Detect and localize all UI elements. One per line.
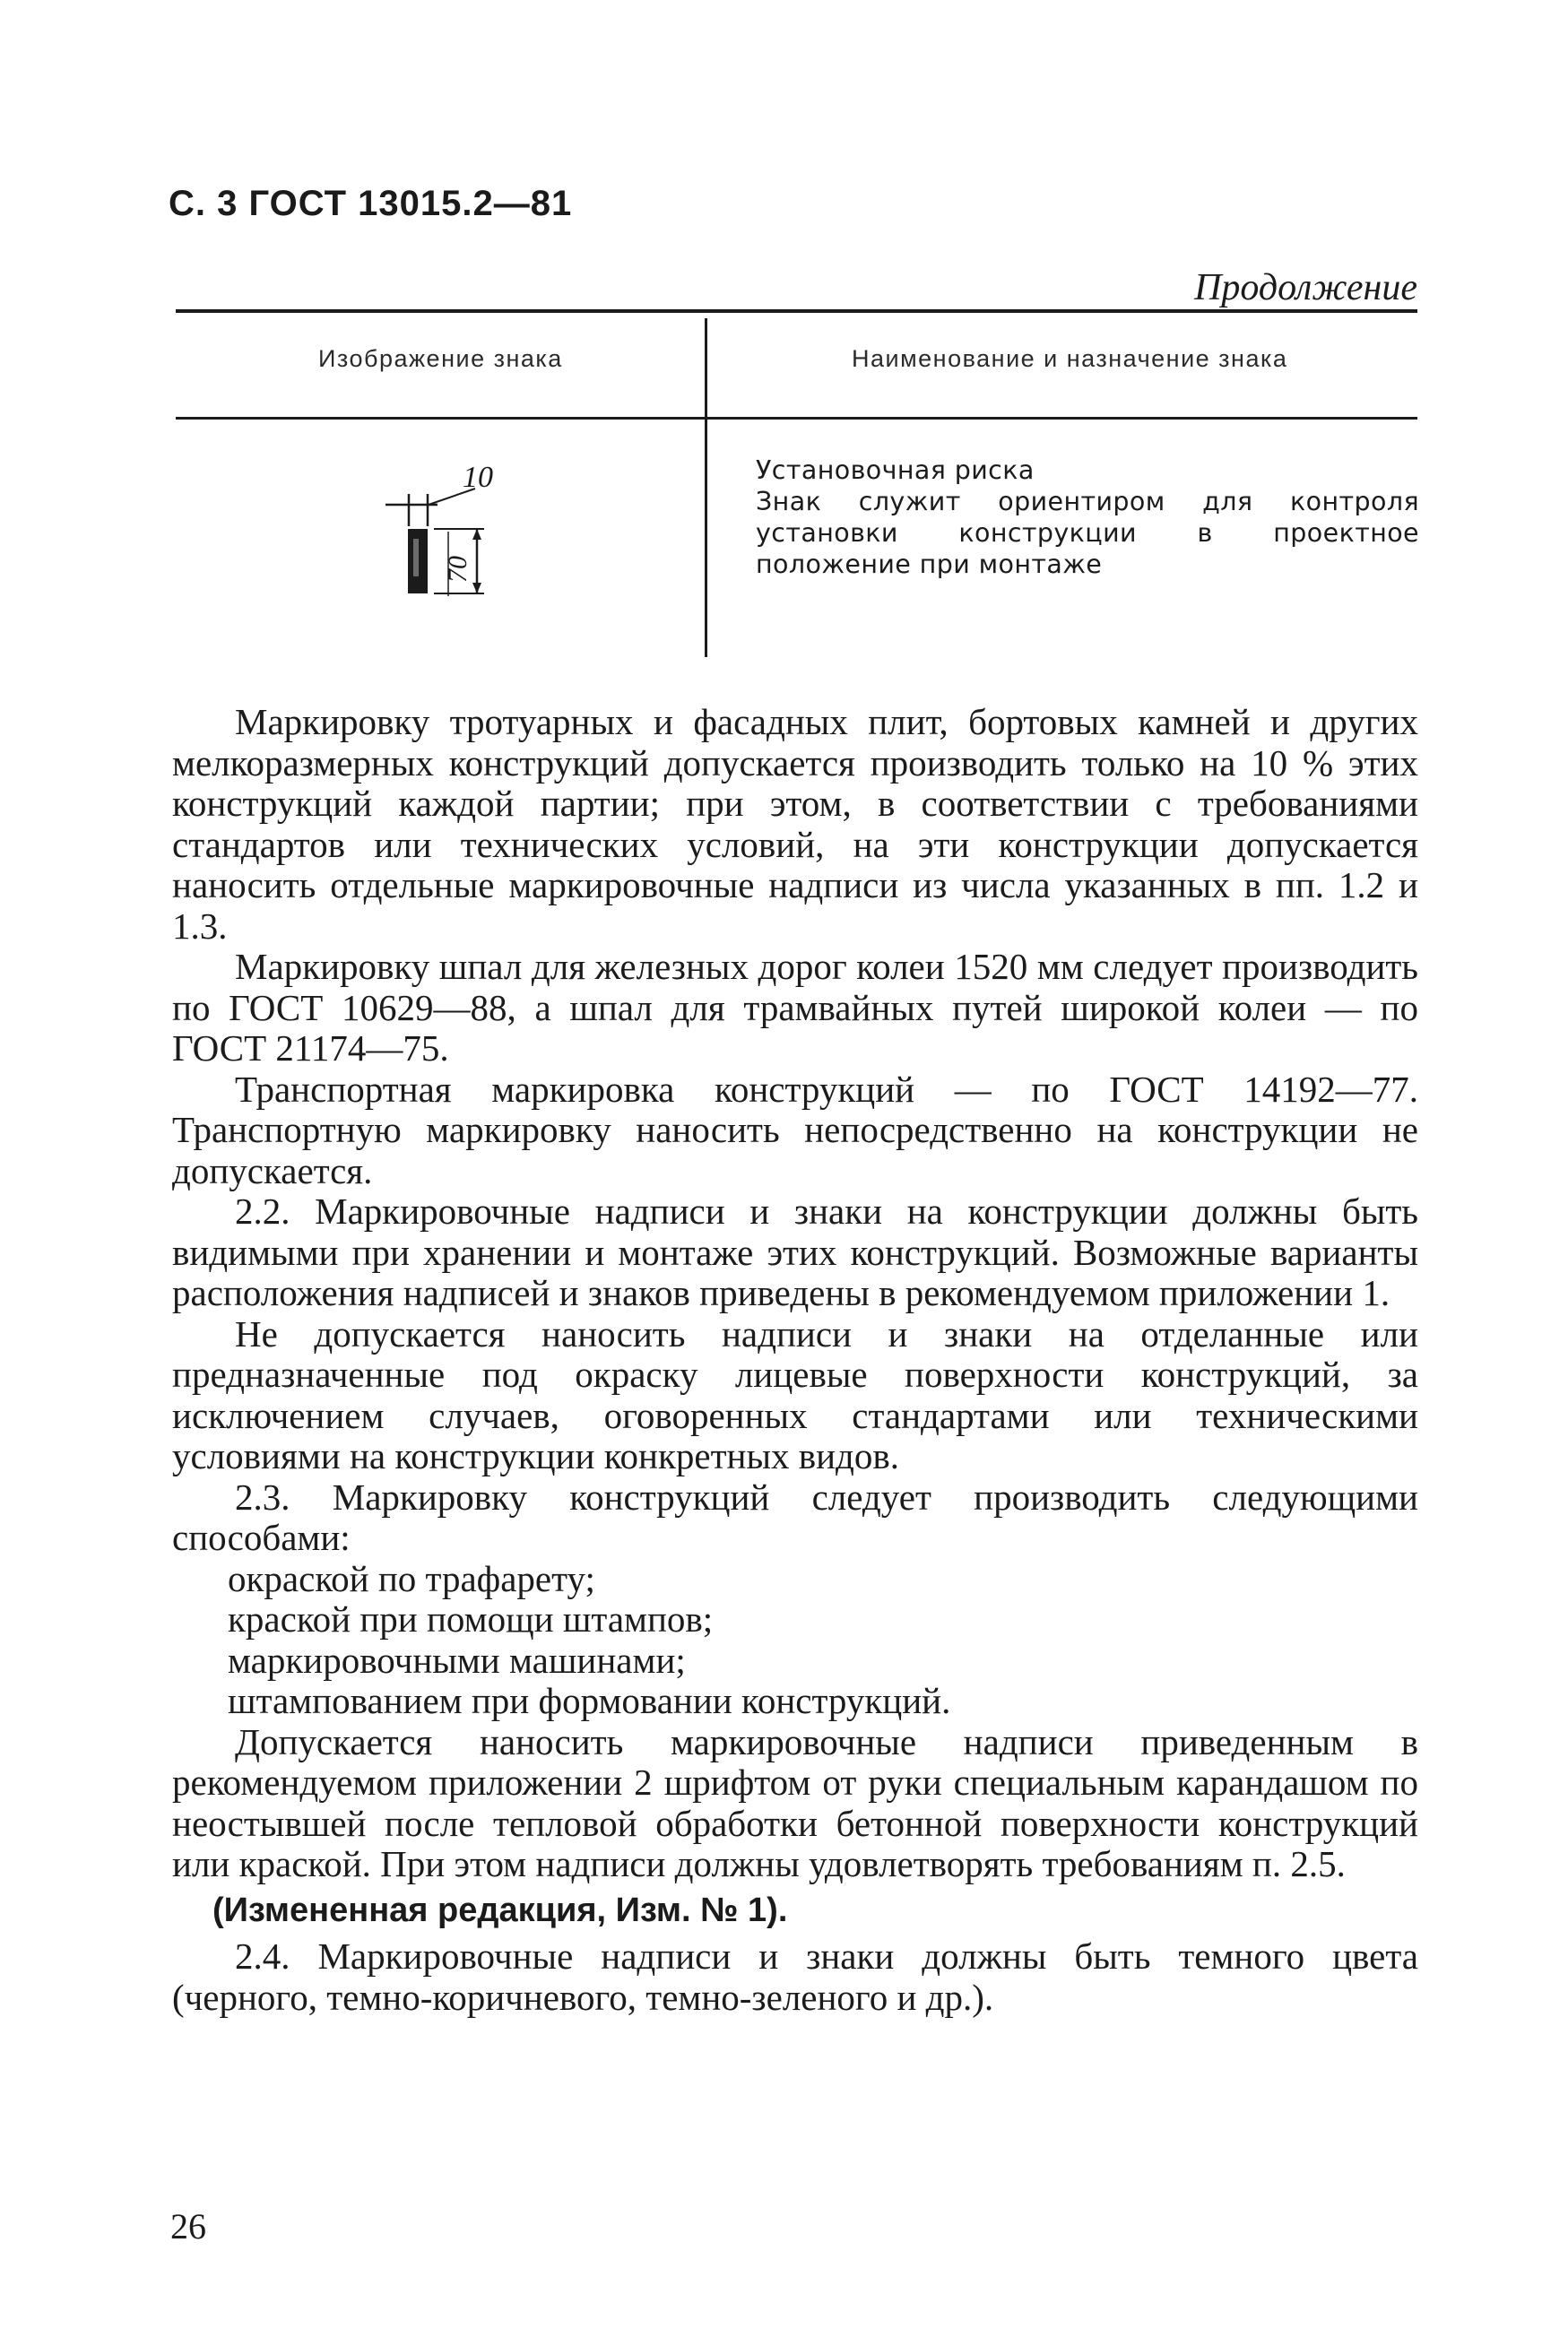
sign-description bbox=[756, 455, 1419, 580]
installation-mark-texture bbox=[413, 539, 419, 576]
paragraph-handwritten-marking: Допускается наносить маркировочные надписи приведенным в рекомендуемом приложении 2 шрифтом от руки специальным карандашом по неостывшей после тепловой обработки бетонной поверхности конструкций или краской. При этом надписи должны удовлетворять требованиям п. 2.5. bbox=[172, 1720, 1418, 1884]
installation-mark-drawing bbox=[377, 453, 547, 605]
method-item-machines: маркировочными машинами; bbox=[228, 1639, 686, 1681]
body-text bbox=[172, 702, 1418, 2018]
height-dimension-label: 70 bbox=[443, 556, 472, 583]
table-column-divider bbox=[705, 318, 707, 657]
table-header-rule bbox=[176, 417, 1417, 420]
paragraph-small-units-marking: Маркировку тротуарных и фасадных плит, бортовых камней и других мелкоразмерных конструкций допускается производить только на 10 % этих конструкций каждой партии; при этом, в соответствии с требованиями стандартов или технических условий, на эти конструкции допускается наносить отдельные маркировочные надписи из числа указанных в пп. 1.2 и 1.3. bbox=[172, 701, 1418, 947]
table-continuation-label: Продолжение bbox=[1194, 267, 1417, 308]
method-item-stamps: краской при помощи штампов; bbox=[228, 1598, 714, 1640]
table-top-rule bbox=[176, 309, 1417, 313]
page-header: С. 3 ГОСТ 13015.2—81 bbox=[169, 184, 573, 223]
amendment-note: (Измененная редакция, Изм. № 1). bbox=[212, 1891, 788, 1929]
height-arrow-top bbox=[472, 529, 481, 540]
method-item-molding: штампованием при формовании конструкций. bbox=[228, 1680, 951, 1721]
width-dimension-label: 10 bbox=[463, 461, 493, 494]
paragraph-2-4: 2.4. Маркировочные надписи и знаки должны быть темного цвета (черного, темно-коричневого, темно-зеленого и др.). bbox=[172, 1935, 1418, 2018]
sign-purpose: Знак служит ориентиром для контроля установки конструкции в проектное положение при монтаже bbox=[756, 487, 1419, 579]
column-header-sign-image: Изображение знака bbox=[318, 345, 563, 372]
paragraph-finished-surfaces: Не допускается наносить надписи и знаки на отделанные или предназначенные под окраску лицевые поверхности конструкций, за исключением случаев, оговоренных стандартами или техническими условиями на конструкции конкретных видов. bbox=[172, 1312, 1418, 1476]
sign-name: Установочная риска bbox=[756, 455, 1035, 485]
paragraph-2-2: 2.2. Маркировочные надписи и знаки на конструкции должны быть видимыми при хранении и монтаже этих конструкций. Возможные варианты расположения надписей и знаков приведены в рекомендуемом приложении 1. bbox=[172, 1190, 1418, 1313]
column-header-sign-name: Наименование и назначение знака bbox=[852, 345, 1288, 372]
page-number: 26 bbox=[170, 2206, 206, 2247]
paragraph-2-3: 2.3. Маркировку конструкций следует производить следующими способами: bbox=[172, 1476, 1418, 1558]
paragraph-transport-marking: Транспортная маркировка конструкций — по ГОСТ 14192—77. Транспортную маркировку наносить непосредственно на конструкции не допускается. bbox=[172, 1068, 1418, 1191]
height-arrow-bottom bbox=[472, 583, 481, 593]
paragraph-sleepers-marking: Маркировку шпал для железных дорог колеи 1520 мм следует производить по ГОСТ 10629—88, а шпал для трамвайных путей широкой колеи — по ГОСТ 21174—75. bbox=[172, 946, 1418, 1069]
method-item-stencil: окраской по трафарету; bbox=[228, 1557, 595, 1599]
